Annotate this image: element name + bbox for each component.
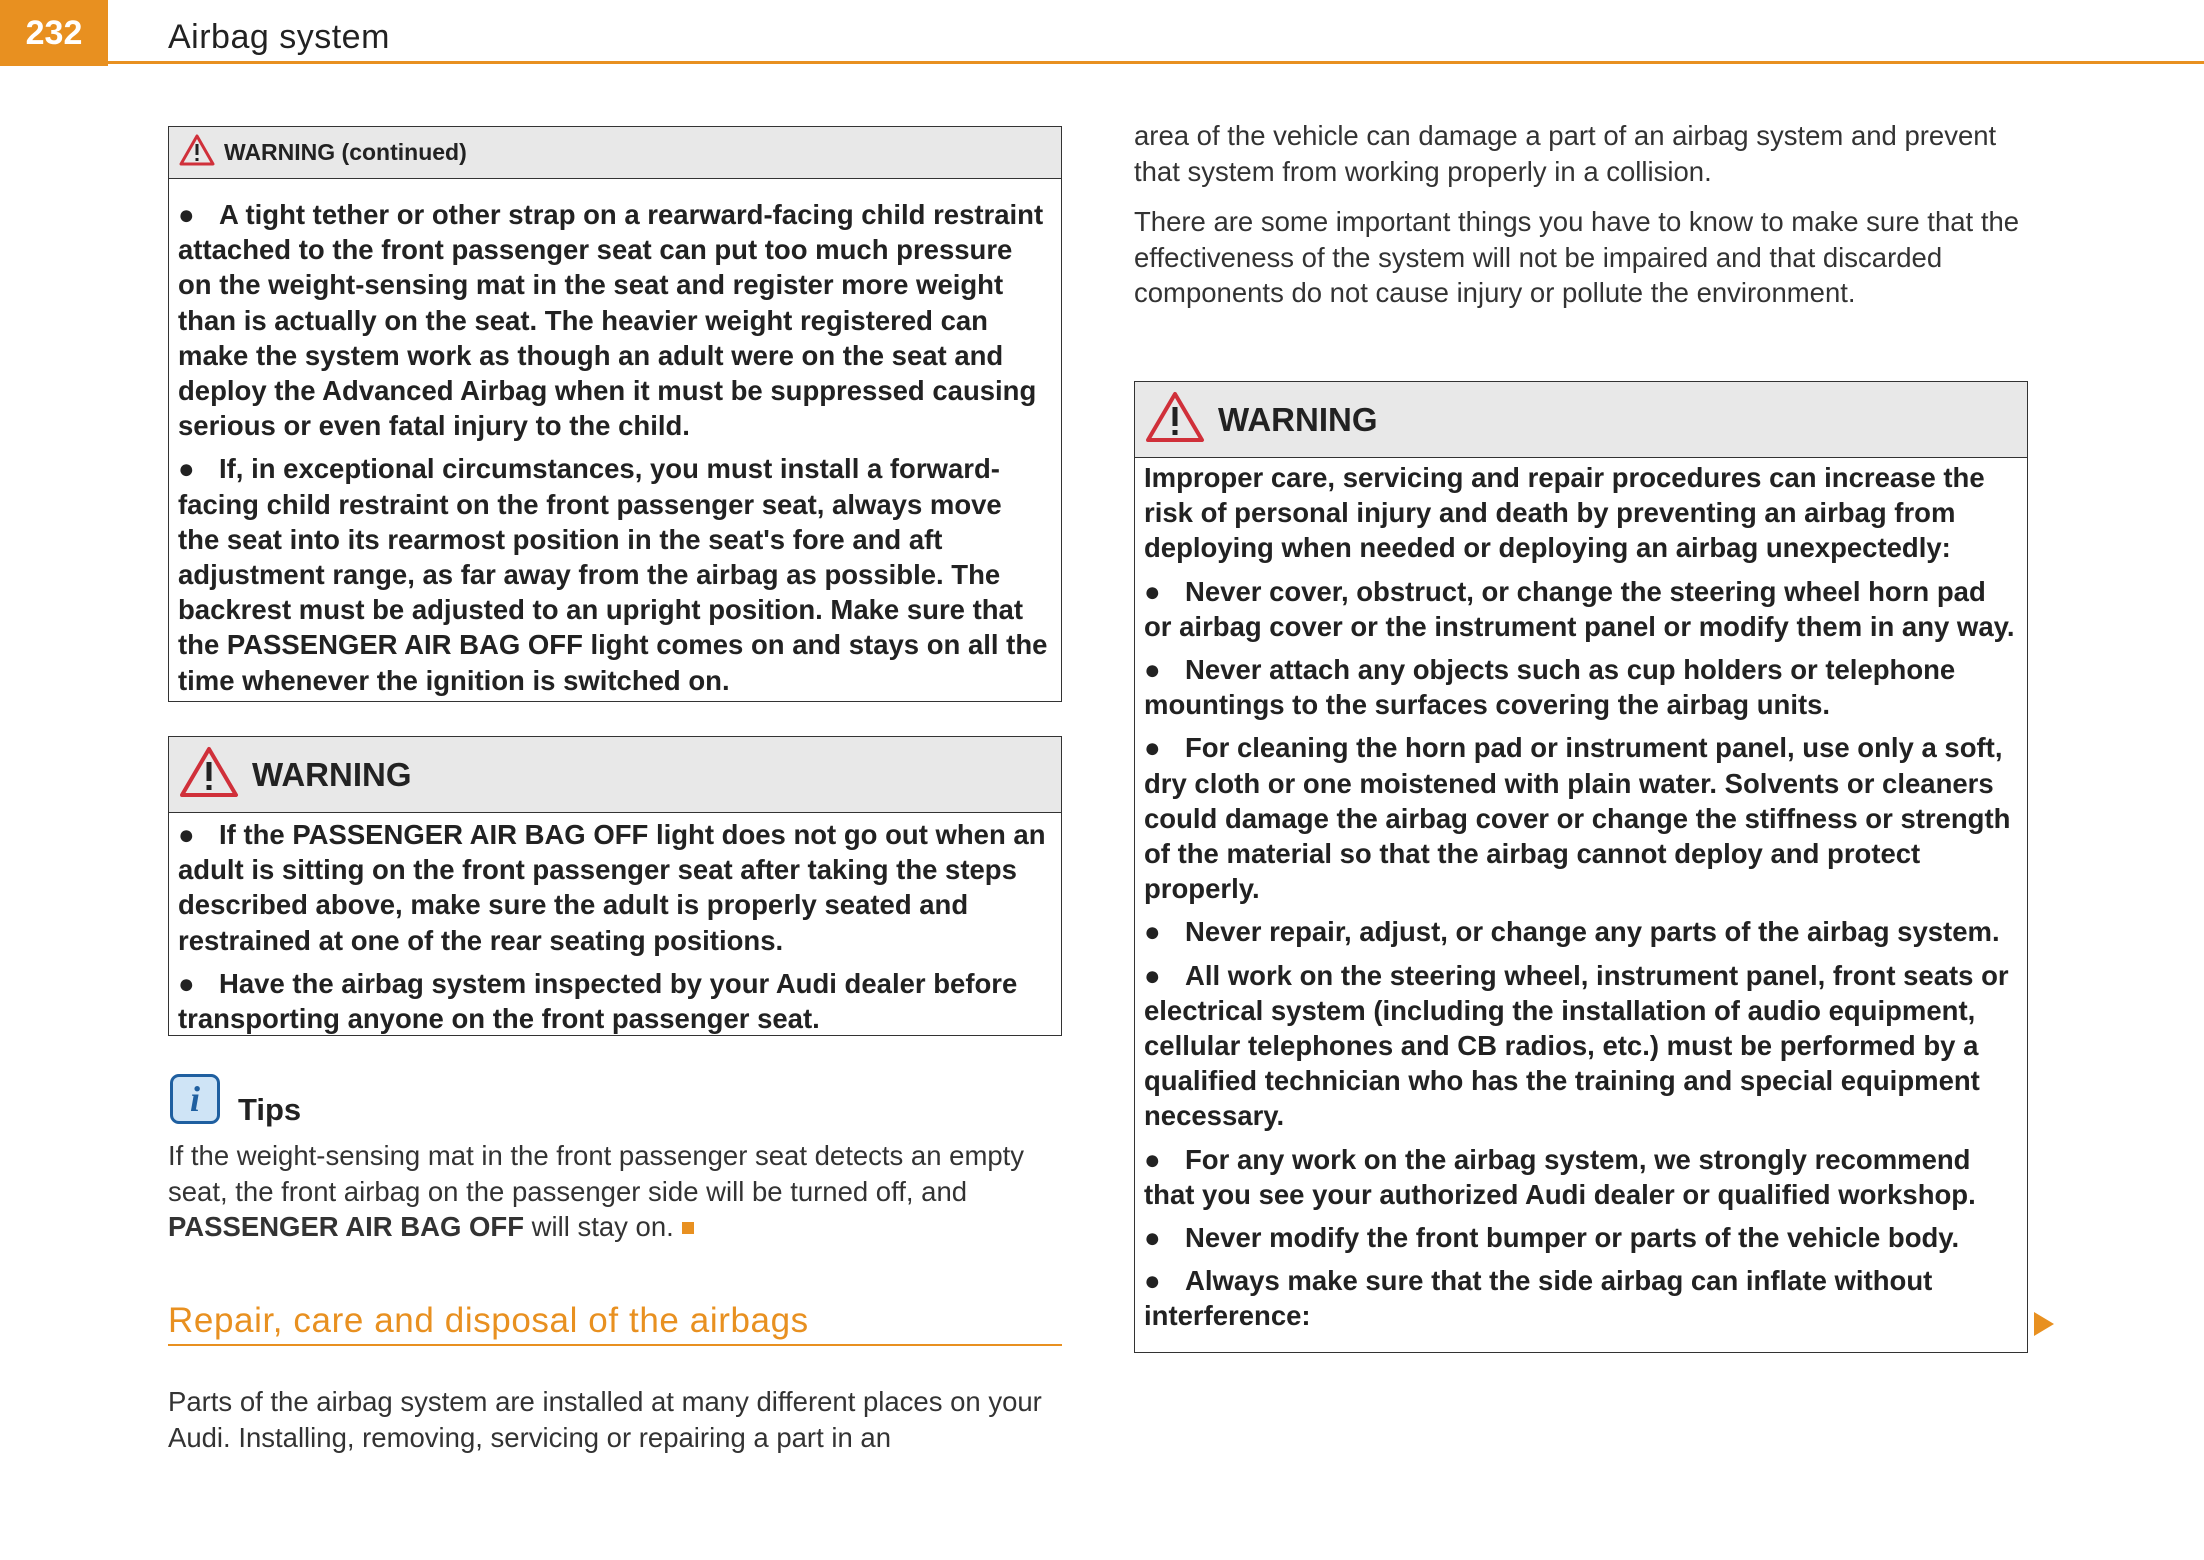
paragraph: There are some important things you have to know to make sure that the effectiveness of the system will not be impaired and that discarded components do not cause injury or pollute the environment.	[1134, 206, 2020, 308]
warning-continued-box	[168, 126, 1062, 702]
page-header	[0, 0, 2204, 66]
bullet-icon: ●	[178, 453, 195, 485]
warning-right-body	[1135, 458, 2027, 1334]
bullet-icon: ●	[1144, 575, 1161, 607]
tips-title: Tips	[238, 1092, 302, 1127]
bullet-icon: ●	[178, 967, 195, 999]
bullet-icon: ●	[1144, 654, 1161, 686]
bullet-icon: ●	[1144, 732, 1161, 764]
bullet-icon: ●	[178, 819, 195, 850]
warning-triangle-icon	[178, 133, 216, 172]
warning-left-title: WARNING	[252, 755, 412, 793]
warning-continued-header	[169, 127, 1061, 179]
list-item: ● If the PASSENGER AIR BAG OFF light does not go out when an adult is sitting on the front passenger seat after taking the steps described above, make sure the adult is properly seated and restrained at one of the rear seating positions.	[178, 819, 1046, 956]
page-title: Airbag system	[168, 18, 390, 56]
bullet-icon: ●	[1144, 959, 1161, 991]
warning-intro: Improper care, servicing and repair procedures can increase the risk of personal injury and death by preventing an airbag from deploying when needed or deploying an airbag unexpectedly:	[1144, 462, 1985, 564]
section-intro: Parts of the airbag system are installed at many different places on your Audi. Installing, removing, servicing or repairing a part in an	[168, 1386, 1042, 1453]
list-item: ● Never modify the front bumper or parts of the vehicle body.	[1144, 1220, 2015, 1255]
warning-left-box	[168, 736, 1062, 1036]
continue-arrow-icon	[2032, 1310, 2056, 1343]
warning-right-header	[1135, 382, 2027, 458]
section-intro-block	[168, 1384, 1068, 1470]
info-icon: i	[170, 1074, 220, 1124]
list-item: ● A tight tether or other strap on a rearward-facing child restraint attached to the front passenger seat can put too much pressure on the weight-sensing mat in the seat and register more weight than is actually on the seat. The heavier weight registered can make the system work as though an adult were on the seat and deploy the Advanced Airbag when it must be suppressed causing serious or even fatal injury to the child.	[178, 199, 1044, 442]
warning-triangle-icon	[178, 745, 240, 804]
list-item: ● For cleaning the horn pad or instrument panel, use only a soft, dry cloth or one moistened with plain water. Solvents or cleaners could damage the airbag cover or change the stiffness or strength of the material so that the airbag cannot deploy and protect properly.	[1144, 732, 2011, 905]
end-mark-icon	[682, 1222, 694, 1234]
warning-continued-title: WARNING (continued)	[224, 139, 467, 165]
warning-right-title: WARNING	[1218, 400, 1378, 438]
warning-left-body	[169, 813, 1061, 1036]
list-item: ● Always make sure that the side airbag can inflate without interference:	[1144, 1265, 1933, 1332]
list-item: ● Never attach any objects such as cup holders or telephone mountings to the surfaces covering the airbag units.	[1144, 654, 1956, 721]
section-heading: Repair, care and disposal of the airbags	[168, 1301, 809, 1340]
tips-text-block	[168, 1138, 1068, 1260]
header-divider	[108, 61, 2204, 64]
section-divider	[168, 1344, 1062, 1346]
warning-triangle-icon	[1144, 390, 1206, 449]
warning-left-header	[169, 737, 1061, 813]
page-number: 232	[0, 0, 108, 66]
list-item: ● Never cover, obstruct, or change the steering wheel horn pad or airbag cover or the instrument panel or modify them in any way.	[1144, 575, 2015, 642]
bullet-icon: ●	[178, 199, 195, 230]
warning-continued-body	[169, 179, 1061, 698]
list-item: ● For any work on the airbag system, we strongly recommend that you see your authorized Audi dealer or qualified workshop.	[1144, 1143, 1976, 1210]
list-item: ● Have the airbag system inspected by your Audi dealer before transporting anyone on the front passenger seat.	[178, 967, 1018, 1035]
bullet-icon: ●	[1144, 1222, 1161, 1254]
paragraph: area of the vehicle can damage a part of an airbag system and prevent that system from working properly in a collision.	[1134, 120, 1997, 187]
list-item: ● Never repair, adjust, or change any parts of the airbag system.	[1144, 914, 2015, 949]
bullet-icon: ●	[1144, 916, 1161, 948]
bullet-icon: ●	[1144, 1143, 1161, 1175]
bullet-icon: ●	[1144, 1265, 1161, 1297]
right-column-text	[1134, 118, 2034, 326]
list-item: ● If, in exceptional circumstances, you must install a forward-facing child restraint on the front passenger seat, always move the seat into its rearmost position in the seat's fore and aft adjustment range, as far away from the airbag as possible. The backrest must be adjusted to an upright position. Make sure that the PASSENGER AIR BAG OFF light comes on and stays on all the time whenever the ignition is switched on.	[178, 453, 1048, 696]
list-item: ● All work on the steering wheel, instrument panel, front seats or electrical system (including the installation of audio equipment, cellular telephones and CB radios, etc.) must be performed by a qualified technician who has the training and special equipment necessary.	[1144, 959, 2009, 1132]
tips-text: If the weight-sensing mat in the front passenger seat detects an empty seat, the front airbag on the passenger side will be turned off, and PASSENGER AIR BAG OFF will stay on.	[168, 1140, 1025, 1242]
warning-right-box	[1134, 381, 2028, 1353]
